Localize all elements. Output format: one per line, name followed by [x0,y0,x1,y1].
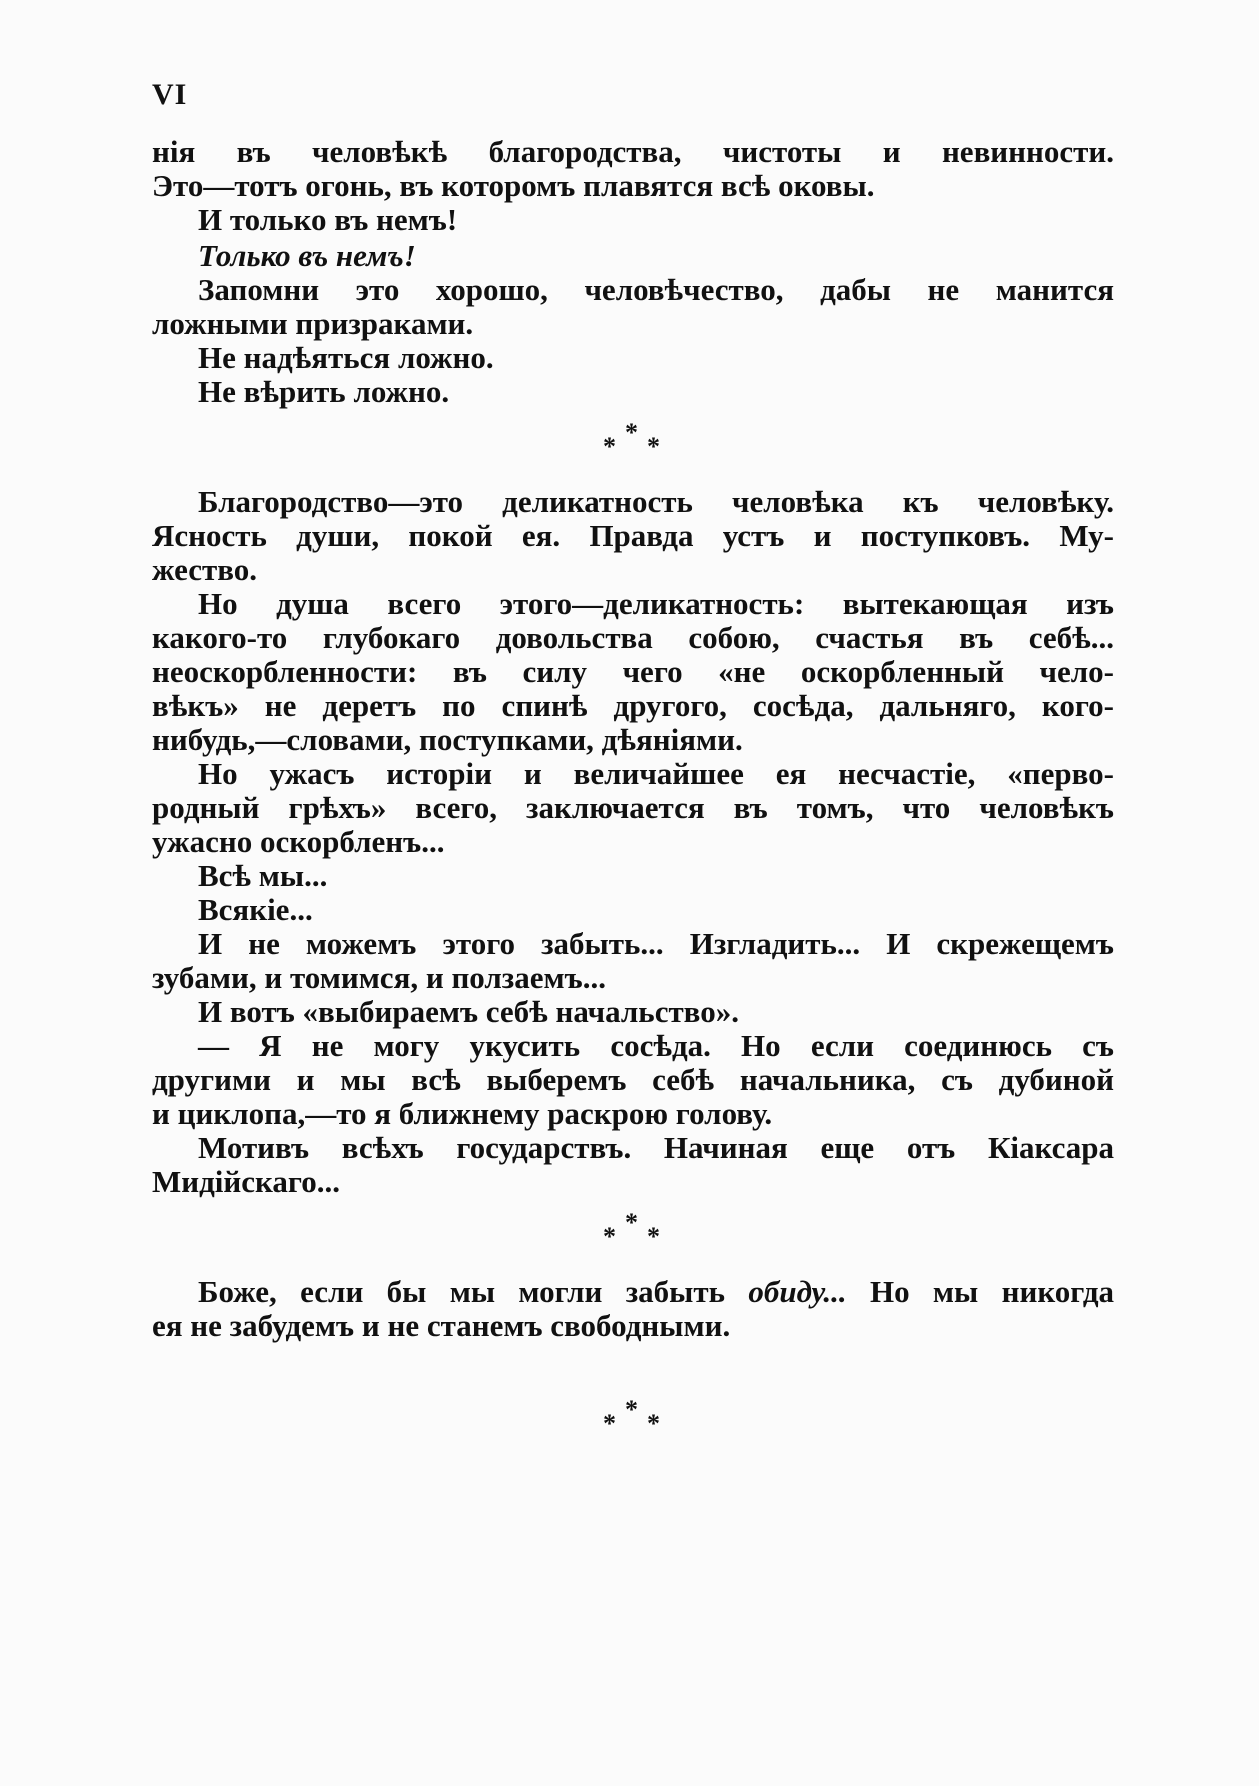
text-line: Боже, если бы мы могли забыть обиду... Но мы никогда [198,1274,1114,1309]
page-number: VI [152,78,188,111]
text-line-italic: Только въ немъ! [198,238,416,273]
text-line: какого-то глубокаго довольства собою, счастья въ себѣ... [152,620,1114,655]
text-line: Не надѣяться ложно. [198,340,494,375]
text-line: Мидійскаго... [152,1164,340,1199]
text-line: ложными призраками. [152,306,474,341]
text-line: — Я не могу укусить сосѣда. Но если соединюсь съ [198,1028,1114,1063]
asterism: * * * [603,1208,660,1251]
text-line: другими и мы всѣ выберемъ себѣ начальника, съ дубиной [152,1062,1114,1097]
text-line: ужасно оскорбленъ... [152,824,445,859]
text-line: Не вѣрить ложно. [198,374,450,409]
text-line: нибудь,—словами, поступками, дѣяніями. [152,722,743,757]
text-line: И только въ немъ! [198,202,458,237]
text-line: Всѣ мы... [198,858,328,893]
text-line: Благородство—это деликатность человѣка къ человѣку. [198,484,1114,519]
text-line: Ясность души, покой ея. Правда устъ и поступковъ. Му- [152,518,1114,553]
text-line: И не можемъ этого забыть... Изгладить... И скрежещемъ [198,926,1114,961]
text-line: ея не забудемъ и не станемъ свободными. [152,1308,731,1343]
text-line: родный грѣхъ» всего, заключается въ томъ, что человѣкъ [152,790,1114,825]
text-line: Всякіе... [198,892,313,927]
asterism: * * * [603,1395,660,1438]
emphasis: обиду... [748,1274,847,1309]
text-line: Мотивъ всѣхъ государствъ. Начиная еще отъ Кіаксара [198,1130,1114,1165]
text-line: жество. [152,552,257,587]
text-line: и циклопа,—то я ближнему раскрою голову. [152,1096,773,1131]
text-line: Но душа всего этого—деликатность: вытекающая изъ [198,586,1114,621]
text-line: неоскорбленности: въ силу чего «не оскорбленный чело- [152,654,1114,689]
text-line: Это—тотъ огонь, въ которомъ плавятся всѣ оковы. [152,168,875,203]
text-line: вѣкъ» не деретъ по спинѣ другого, сосѣда, дальняго, кого- [152,688,1114,723]
text-line: Запомни это хорошо, человѣчество, дабы не манится [198,272,1114,307]
text-line: И вотъ «выбираемъ себѣ начальство». [198,994,739,1029]
text-line: нія въ человѣкѣ благородства, чистоты и невинности. [152,134,1114,169]
asterism: * * * [603,418,660,461]
text-line: зубами, и томимся, и ползаемъ... [152,960,606,995]
text-line: Но ужасъ исторіи и величайшее ея несчастіе, «перво- [198,756,1114,791]
